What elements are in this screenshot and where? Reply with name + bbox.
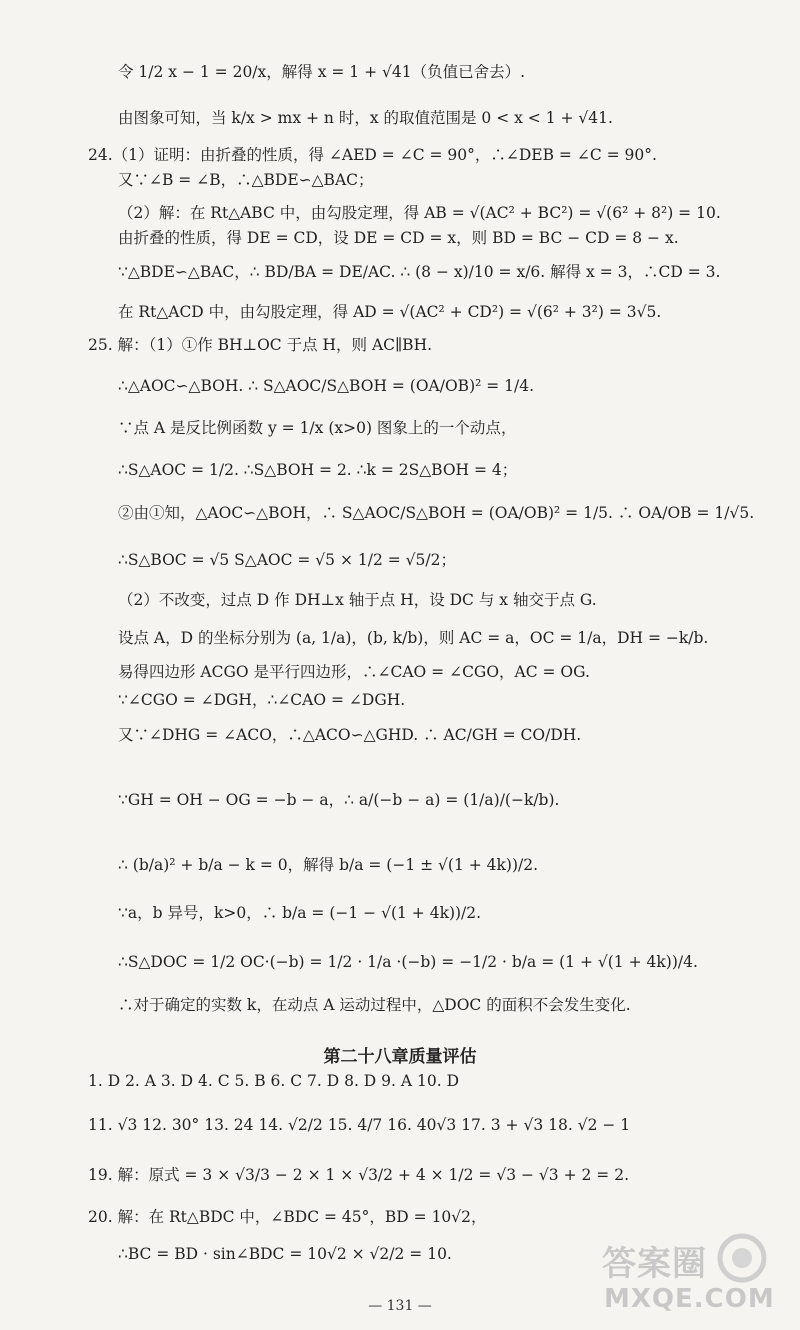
question-19-line: 19. 解：原式 = 3 × √3/3 − 2 × 1 × √3/2 + 4 × 1/2 = √3 − √3 + 2 = 2.: [88, 1166, 629, 1184]
question-20-line: 20. 解：在 Rt△BDC 中，∠BDC = 45°，BD = 10√2，: [88, 1208, 487, 1226]
text-line: ②由①知，△AOC∽△BOH，∴ S△AOC/S△BOH = (OA/OB)² = 1/5. ∴ OA/OB = 1/√5.: [118, 504, 755, 522]
text-line: ∴S△DOC = 1/2 OC·(−b) = 1/2 · 1/a ·(−b) = −1/2 · b/a = (1 + √(1 + 4k))/4.: [118, 953, 698, 971]
page-number: — 131 —: [368, 1298, 432, 1314]
text-line: ∴S△BOC = √5 S△AOC = √5 × 1/2 = √5/2；: [118, 551, 456, 569]
answer-row-1: 1. D 2. A 3. D 4. C 5. B 6. C 7. D 8. D 9. A 10. D: [88, 1072, 459, 1090]
text-line: ∴S△AOC = 1/2. ∴S△BOH = 2. ∴k = 2S△BOH = 4；: [118, 461, 518, 479]
text-line: 在 Rt△ACD 中，由勾股定理，得 AD = √(AC² + CD²) = √(6² + 3²) = 3√5.: [118, 303, 662, 321]
text-line: ∴BC = BD · sin∠BDC = 10√2 × √2/2 = 10.: [118, 1245, 452, 1263]
text-line: （2）解：在 Rt△ABC 中，由勾股定理，得 AB = √(AC² + BC²) = √(6² + 8²) = 10.: [118, 204, 721, 222]
text-line: ∴△AOC∽△BOH. ∴ S△AOC/S△BOH = (OA/OB)² = 1/4.: [118, 377, 535, 395]
text-line: 由图象可知，当 k/x > mx + n 时，x 的取值范围是 0 < x < 1 + √41.: [118, 109, 613, 127]
text-line: 令 1/2 x − 1 = 20/x，解得 x = 1 + √41（负值已舍去）.: [118, 63, 526, 81]
text-line: 又∵∠DHG = ∠ACO，∴△ACO∽△GHD. ∴ AC/GH = CO/DH.: [118, 726, 582, 744]
text-line: 由折叠的性质，得 DE = CD，设 DE = CD = x，则 BD = BC − CD = 8 − x.: [118, 229, 679, 247]
watermark-url: MXQE.COM: [604, 1284, 775, 1314]
text-line: ∴对于确定的实数 k，在动点 A 运动过程中，△DOC 的面积不会发生变化.: [118, 996, 631, 1014]
text-line: 又∵∠B = ∠B，∴△BDE∽△BAC；: [118, 171, 374, 189]
answer-row-2: 11. √3 12. 30° 13. 24 14. √2/2 15. 4/7 16. 40√3 17. 3 + √3 18. √2 − 1: [88, 1116, 631, 1134]
question-25-line: 25. 解：（1）①作 BH⊥OC 于点 H，则 AC∥BH.: [88, 336, 433, 354]
text-line: ∵点 A 是反比例函数 y = 1/x (x>0) 图象上的一个动点，: [118, 419, 517, 437]
text-line: ∵△BDE∽△BAC，∴ BD/BA = DE/AC. ∴ (8 − x)/10 = x/6. 解得 x = 3，∴CD = 3.: [118, 263, 721, 281]
text-line: （2）不改变，过点 D 作 DH⊥x 轴于点 H，设 DC 与 x 轴交于点 G.: [118, 591, 597, 609]
text-line: 设点 A，D 的坐标分别为 (a, 1/a)，(b, k/b)，则 AC = a，OC = 1/a，DH = −k/b.: [118, 629, 709, 647]
text-line: ∵GH = OH − OG = −b − a，∴ a/(−b − a) = (1/a)/(−k/b).: [118, 791, 560, 809]
text-line: ∵a，b 异号，k>0，∴ b/a = (−1 − √(1 + 4k))/2.: [118, 904, 482, 922]
watermark-logo: [592, 1230, 782, 1320]
text-line: 易得四边形 ACGO 是平行四边形，∴∠CAO = ∠CGO，AC = OG.: [118, 663, 590, 681]
section-title: 第二十八章质量评估: [323, 1047, 477, 1067]
text-line: ∴ (b/a)² + b/a − k = 0，解得 b/a = (−1 ± √(1 + 4k))/2.: [118, 856, 539, 874]
text-line: ∵∠CGO = ∠DGH，∴∠CAO = ∠DGH.: [118, 691, 406, 709]
question-24-line: 24.（1）证明：由折叠的性质，得 ∠AED = ∠C = 90°，∴∠DEB = ∠C = 90°.: [88, 146, 657, 164]
watermark-title: 答案圈: [602, 1244, 707, 1284]
